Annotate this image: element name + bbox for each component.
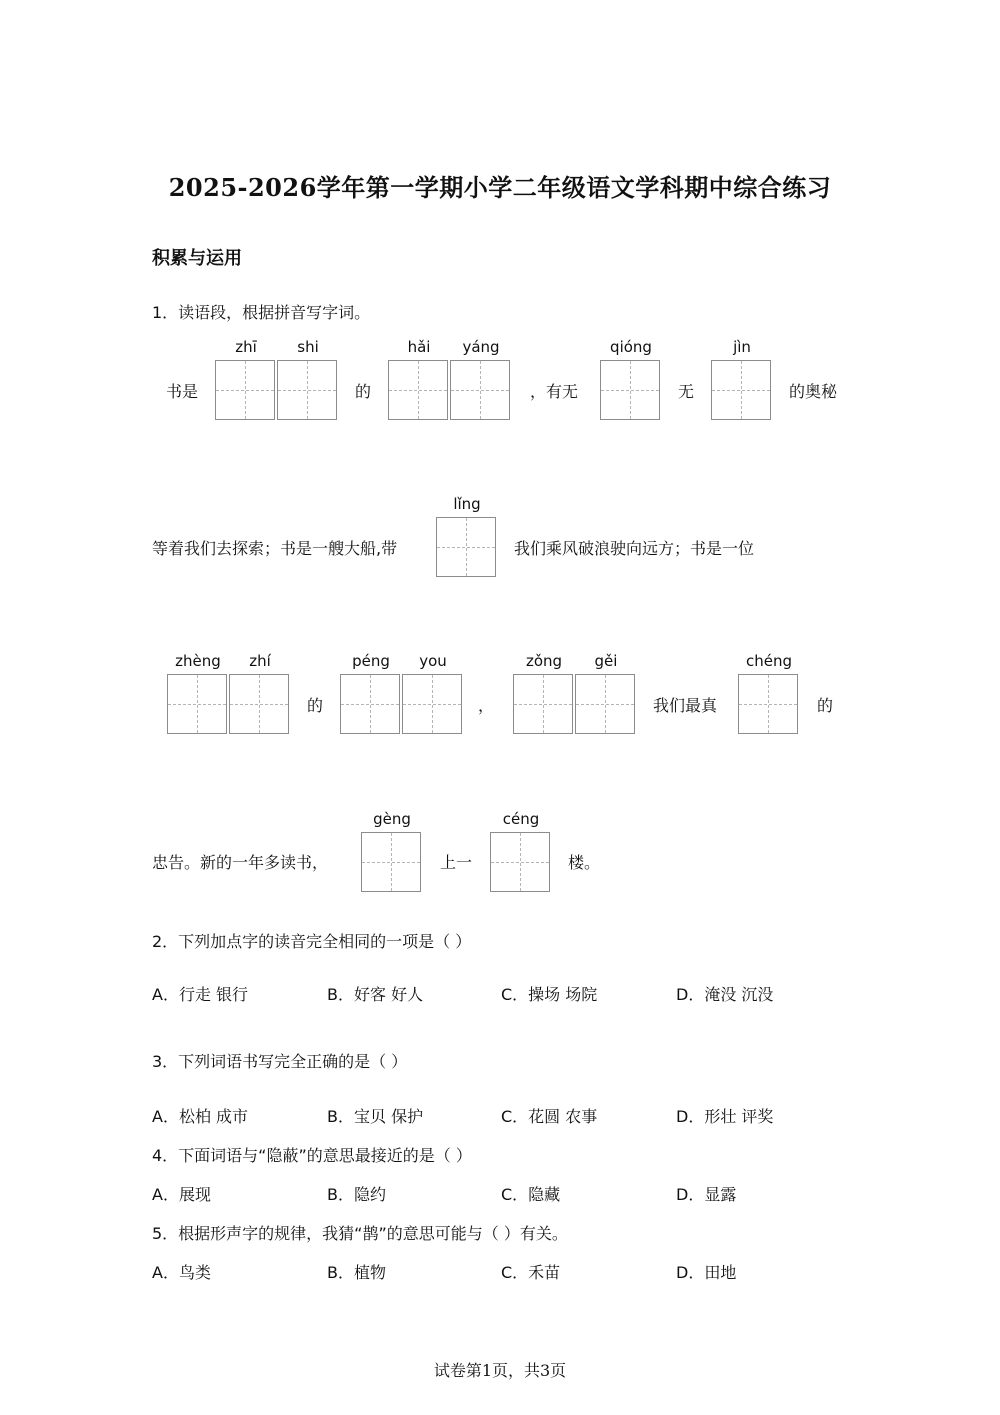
pinyin-shi: shi — [297, 338, 319, 356]
writing-box[interactable] — [215, 360, 275, 420]
writing-box[interactable] — [711, 360, 771, 420]
writing-box[interactable] — [575, 674, 635, 734]
question-1-prompt: 1．读语段，根据拼音写字词。 — [152, 303, 371, 322]
q1-line3-text-1: 的 — [307, 696, 324, 715]
q1-line1-text-5: 的奥秘 — [789, 382, 838, 401]
q3-option-a[interactable]: A．松柏 成市 — [152, 1107, 249, 1126]
writing-box[interactable] — [436, 517, 496, 577]
q5-option-c[interactable]: C．禾苗 — [501, 1263, 561, 1282]
q1-line4-text-2: 上一 — [440, 853, 473, 872]
pinyin-cheng: chéng — [745, 652, 792, 670]
q1-line1-text-1: 书是 — [166, 382, 199, 401]
writing-box[interactable] — [340, 674, 400, 734]
writing-box[interactable] — [513, 674, 573, 734]
writing-box[interactable] — [490, 832, 550, 892]
q3-option-d[interactable]: D．形壮 评奖 — [676, 1107, 774, 1126]
q1-line3-text-4: 的 — [817, 696, 834, 715]
q1-line2-text-1: 等着我们去探索；书是一艘大船,带 — [152, 539, 398, 558]
q1-line2-text-2: 我们乘风破浪驶向远方；书是一位 — [514, 539, 755, 558]
q1-line4-text-1: 忠告。新的一年多读书， — [152, 853, 329, 872]
pinyin-ling: lǐng — [453, 495, 481, 513]
writing-box[interactable] — [277, 360, 337, 420]
q5-option-b[interactable]: B．植物 — [327, 1263, 386, 1282]
pinyin-gei: gěi — [594, 652, 618, 670]
q1-line1-text-3: ，有无 — [530, 382, 579, 401]
pinyin-ceng: céng — [502, 810, 540, 828]
writing-box[interactable] — [167, 674, 227, 734]
question-4-prompt: 4．下面词语与“隐蔽”的意思最接近的是（ ） — [152, 1146, 472, 1165]
page-title: 2025-2026学年第一学期小学二年级语文学科期中综合练习 — [168, 173, 832, 202]
pinyin-hai: hǎi — [407, 338, 431, 356]
pinyin-you: you — [419, 652, 447, 670]
q4-option-d[interactable]: D．显露 — [676, 1185, 737, 1204]
page-footer: 试卷第1页，共3页 — [433, 1361, 567, 1380]
q3-option-b[interactable]: B．宝贝 保护 — [327, 1107, 424, 1126]
section-heading: 积累与运用 — [152, 248, 242, 269]
pinyin-yang: yáng — [462, 338, 500, 356]
writing-box[interactable] — [450, 360, 510, 420]
pinyin-qiong: qióng — [610, 338, 652, 356]
q4-option-c[interactable]: C．隐藏 — [501, 1185, 561, 1204]
writing-box[interactable] — [361, 832, 421, 892]
writing-box[interactable] — [738, 674, 798, 734]
writing-box[interactable] — [600, 360, 660, 420]
question-2-prompt: 2．下列加点字的读音完全相同的一项是（ ） — [152, 932, 472, 951]
question-3-prompt: 3．下列词语书写完全正确的是（ ） — [152, 1052, 408, 1071]
q1-line1-text-2: 的 — [355, 382, 372, 401]
q2-option-a[interactable]: A．行走 银行 — [152, 985, 249, 1004]
pinyin-geng: gèng — [373, 810, 411, 828]
pinyin-peng: péng — [352, 652, 390, 670]
writing-box[interactable] — [402, 674, 462, 734]
q5-option-a[interactable]: A．鸟类 — [152, 1263, 211, 1282]
pinyin-zhi: zhí — [249, 652, 271, 670]
q1-line4-text-3: 楼。 — [568, 853, 601, 872]
writing-box[interactable] — [388, 360, 448, 420]
pinyin-zheng: zhèng — [175, 652, 221, 670]
q4-option-b[interactable]: B．隐约 — [327, 1185, 386, 1204]
q1-line3-text-2: ， — [478, 696, 495, 715]
q3-option-c[interactable]: C．花圆 农事 — [501, 1107, 598, 1126]
pinyin-zhi: zhī — [235, 338, 257, 356]
q2-option-c[interactable]: C．操场 场院 — [501, 985, 598, 1004]
q2-option-d[interactable]: D．淹没 沉没 — [676, 985, 774, 1004]
q5-option-d[interactable]: D．田地 — [676, 1263, 737, 1282]
q2-option-b[interactable]: B．好客 好人 — [327, 985, 424, 1004]
pinyin-zong: zǒng — [525, 652, 563, 670]
q1-line3-text-3: 我们最真 — [653, 696, 718, 715]
question-5-prompt: 5．根据形声字的规律，我猜“鹊”的意思可能与（ ）有关。 — [152, 1224, 568, 1243]
pinyin-jin: jìn — [733, 338, 751, 356]
q4-option-a[interactable]: A．展现 — [152, 1185, 211, 1204]
writing-box[interactable] — [229, 674, 289, 734]
q1-line1-text-4: 无 — [678, 382, 695, 401]
